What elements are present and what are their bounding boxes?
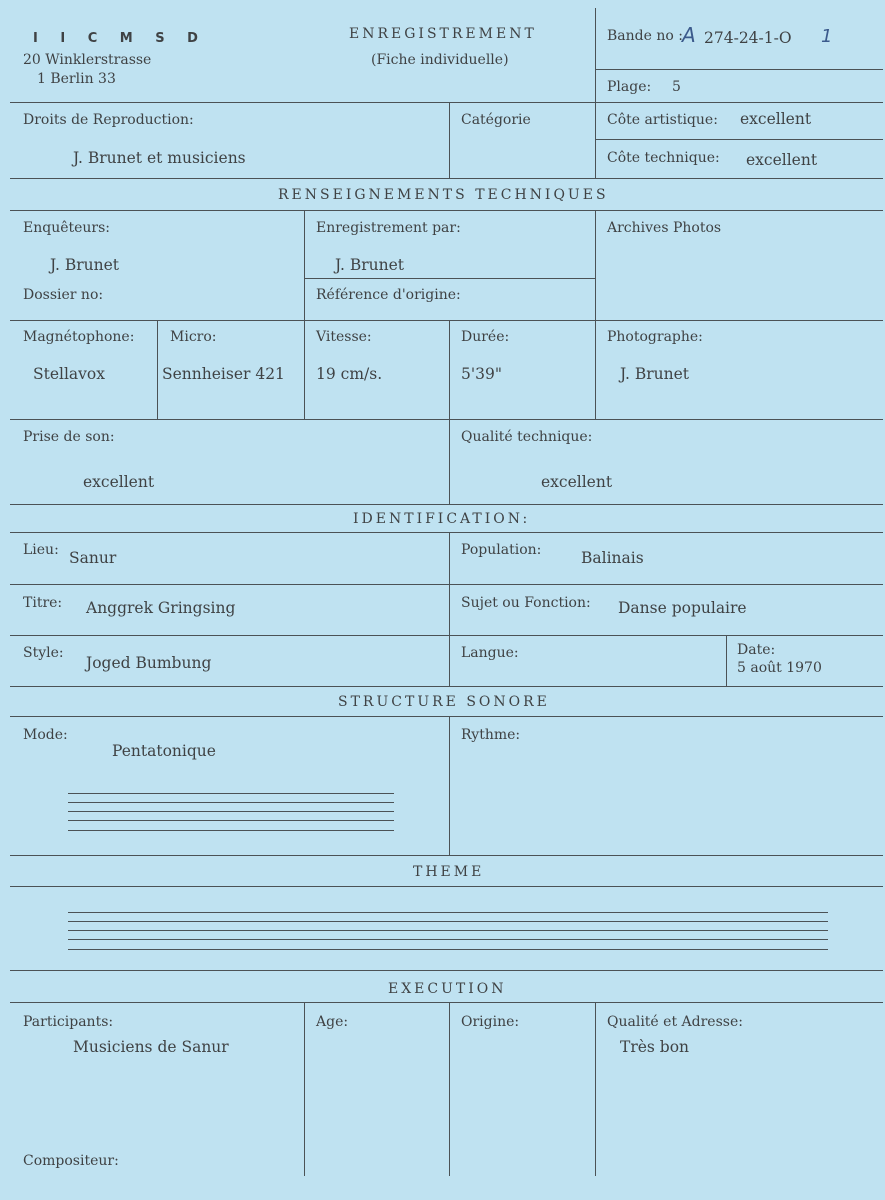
form-subtitle: (Fiche individuelle) (371, 52, 509, 68)
rule (304, 278, 595, 279)
staff-line (68, 802, 394, 803)
rule (10, 886, 883, 887)
rule (595, 139, 883, 140)
rule (726, 635, 727, 686)
bande-value: 274-24-1-O (704, 29, 792, 47)
titre-value: Anggrek Gringsing (86, 599, 236, 617)
droits-label: Droits de Reproduction: (23, 112, 194, 128)
staff-line (68, 830, 394, 831)
rule (595, 210, 596, 419)
date-label: Date: (737, 642, 776, 658)
bande-handwritten-suffix: 1 (821, 26, 833, 47)
section-heading-identification: IDENTIFICATION: (353, 511, 531, 527)
age-label: Age: (316, 1014, 349, 1030)
cote-artistique-label: Côte artistique: (607, 112, 718, 128)
magnetophone-label: Magnétophone: (23, 329, 135, 345)
staff-line (68, 949, 828, 950)
staff-line (68, 930, 828, 931)
enqueteurs-value: J. Brunet (50, 256, 120, 274)
staff-line (68, 793, 394, 794)
enregistrement-label: Enregistrement par: (316, 220, 461, 236)
prise-label: Prise de son: (23, 429, 115, 445)
rule (10, 102, 883, 103)
rule (10, 584, 883, 585)
org-name: I I C M S D (33, 31, 207, 46)
rule (10, 320, 883, 321)
mode-value: Pentatonique (112, 742, 216, 760)
duree-value: 5'39" (461, 365, 502, 383)
vitesse-value: 19 cm/s. (316, 365, 383, 383)
qualite-technique-label: Qualité technique: (461, 429, 593, 445)
rule (304, 210, 305, 419)
mode-label: Mode: (23, 727, 68, 743)
rule (10, 716, 883, 717)
rule (10, 1002, 883, 1003)
reference-label: Référence d'origine: (316, 287, 461, 303)
magnetophone-value: Stellavox (33, 365, 106, 383)
enregistrement-value: J. Brunet (335, 256, 405, 274)
participants-value: Musiciens de Sanur (73, 1038, 229, 1056)
staff-line (68, 921, 828, 922)
lieu-label: Lieu: (23, 542, 59, 558)
staff-line (68, 811, 394, 812)
rule (449, 532, 450, 686)
compositeur-label: Compositeur: (23, 1153, 119, 1169)
rule (10, 635, 883, 636)
rule (449, 716, 450, 855)
population-value: Balinais (581, 549, 644, 567)
cote-technique-value: excellent (746, 151, 818, 169)
dossier-label: Dossier no: (23, 287, 104, 303)
rule (10, 970, 883, 971)
rule (157, 320, 158, 419)
date-value: 5 août 1970 (737, 660, 822, 676)
bande-label: Bande no : (607, 28, 683, 44)
rule (595, 102, 596, 178)
participants-label: Participants: (23, 1014, 114, 1030)
titre-label: Titre: (23, 595, 63, 611)
qualite-adresse-value: Très bon (620, 1038, 690, 1056)
plage-value: 5 (672, 79, 681, 95)
sujet-label: Sujet ou Fonction: (461, 595, 591, 611)
section-heading-theme: THEME (413, 864, 485, 880)
rule (10, 210, 883, 211)
section-heading-technique: RENSEIGNEMENTS TECHNIQUES (278, 187, 609, 203)
cote-technique-label: Côte technique: (607, 150, 720, 166)
cote-artistique-value: excellent (740, 110, 812, 128)
rule (595, 8, 596, 102)
staff-line (68, 820, 394, 821)
rule (10, 686, 883, 687)
vitesse-label: Vitesse: (316, 329, 372, 345)
rule (304, 1002, 305, 1176)
rule (449, 1002, 450, 1176)
micro-label: Micro: (170, 329, 217, 345)
style-value: Joged Bumbung (86, 654, 212, 672)
rule (595, 69, 883, 70)
staff-line (68, 939, 828, 940)
prise-value: excellent (83, 473, 155, 491)
population-label: Population: (461, 542, 542, 558)
qualite-adresse-label: Qualité et Adresse: (607, 1014, 743, 1030)
origine-label: Origine: (461, 1014, 520, 1030)
rule (449, 419, 450, 504)
photographe-value: J. Brunet (620, 365, 690, 383)
micro-value: Sennheiser 421 (162, 365, 285, 383)
categorie-label: Catégorie (461, 112, 531, 128)
archives-label: Archives Photos (607, 220, 722, 236)
rule (10, 532, 883, 533)
droits-value: J. Brunet et musiciens (73, 149, 246, 167)
qualite-technique-value: excellent (541, 473, 613, 491)
rule (10, 419, 883, 420)
org-address-line2: 1 Berlin 33 (37, 71, 116, 87)
style-label: Style: (23, 645, 64, 661)
rythme-label: Rythme: (461, 727, 521, 743)
sujet-value: Danse populaire (618, 599, 747, 617)
rule (10, 178, 883, 179)
org-address-line1: 20 Winklerstrasse (23, 52, 152, 68)
section-heading-execution: EXECUTION (388, 981, 507, 997)
rule (449, 320, 450, 419)
rule (10, 504, 883, 505)
lieu-value: Sanur (69, 549, 117, 567)
plage-label: Plage: (607, 79, 652, 95)
rule (595, 1002, 596, 1176)
bande-handwritten-prefix: A (682, 23, 696, 47)
rule (10, 855, 883, 856)
section-heading-structure: STRUCTURE SONORE (338, 694, 550, 710)
duree-label: Durée: (461, 329, 510, 345)
enqueteurs-label: Enquêteurs: (23, 220, 111, 236)
staff-line (68, 912, 828, 913)
form-title: ENREGISTREMENT (349, 26, 537, 42)
photographe-label: Photographe: (607, 329, 703, 345)
rule (449, 102, 450, 178)
langue-label: Langue: (461, 645, 519, 661)
